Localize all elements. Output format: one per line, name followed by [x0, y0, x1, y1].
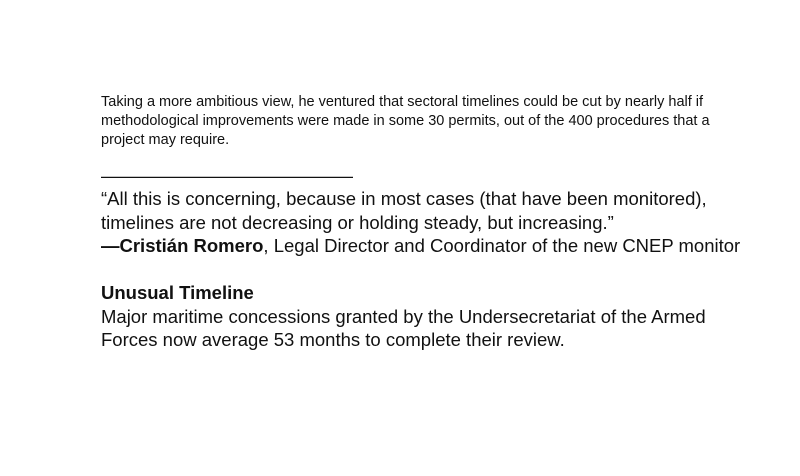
pull-quote	[101, 187, 741, 258]
attribution-name: Cristián Romero	[119, 235, 264, 256]
separator-line: ——————————————	[101, 166, 353, 186]
article-content	[101, 93, 741, 352]
spacer	[101, 258, 741, 282]
quote-attribution	[101, 234, 741, 258]
attribution-dash: —	[101, 235, 120, 256]
attribution-role: , Legal Director and Coordinator of the new CNEP monitor	[263, 235, 741, 256]
section-heading: Unusual Timeline	[101, 282, 254, 303]
section-body: Major maritime concessions granted by the Undersecretariat of the Armed Forces now average 53 months to complete their review.	[101, 305, 706, 350]
intro-paragraph: Taking a more ambitious view, he ventured that sectoral timelines could be cut by nearly half if methodological improvements were made in some 30 permits, out of the 400 procedures that a project may require.	[101, 94, 710, 148]
quote-text: “All this is concerning, because in most cases (that have been monitored), timelines are not decreasing or holding steady, but increasing.”	[101, 188, 707, 233]
